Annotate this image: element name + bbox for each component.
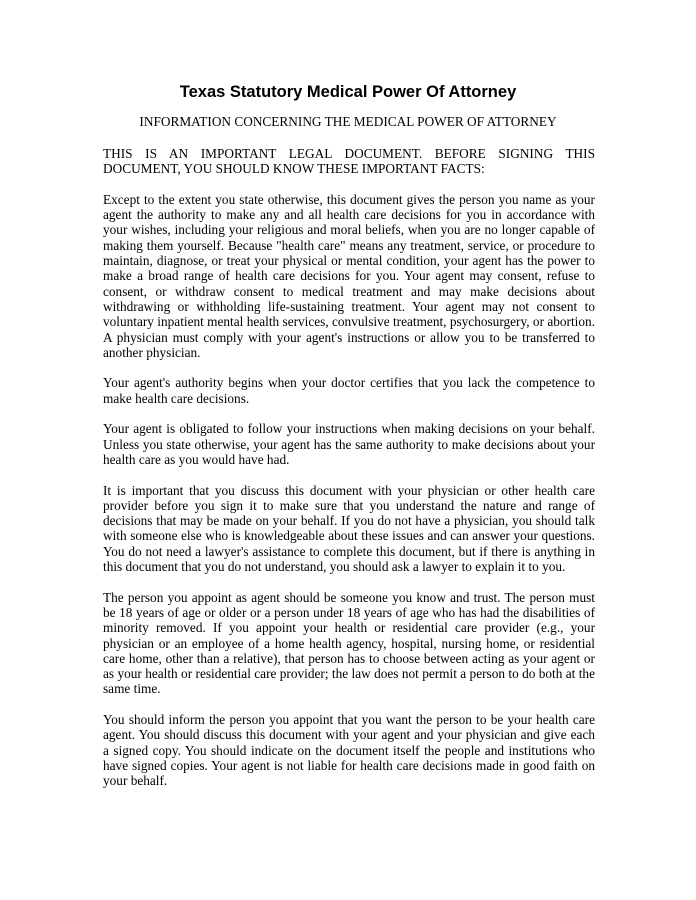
paragraph-discuss-physician: It is important that you discuss this document with your physician or other health care provider before you sign it to make sure that you understand the nature and range of decisions that may be made on your behalf. If you do not have a physician, you should talk with someone else who is knowledgeable about these issues and can answer your questions. You do not need a lawyer's assistance to complete this document, but if there is anything in this document that you do not understand, you should ask a lawyer to explain it to you. [103, 482, 595, 575]
document-title: Texas Statutory Medical Power Of Attorney [179, 83, 517, 101]
paragraph-authority-begins: Your agent's authority begins when your doctor certifies that you lack the competence to make health care decisions. [103, 375, 595, 406]
intro-paragraph: THIS IS AN IMPORTANT LEGAL DOCUMENT. BEFORE SIGNING THIS DOCUMENT, YOU SHOULD KNOW THESE IMPORTANT FACTS: [103, 146, 595, 177]
document-body [103, 146, 595, 804]
document-subtitle: INFORMATION CONCERNING THE MEDICAL POWER OF ATTORNEY [139, 114, 557, 129]
paragraph-inform-agent: You should inform the person you appoint that you want the person to be your health care agent. You should discuss this document with your agent and your physician and give each a signed copy. You should indicate on the document itself the people and institutions who have signed copies. Your agent is not liable for health care decisions made in good faith on your behalf. [103, 711, 595, 789]
paragraph-agent-obligation: Your agent is obligated to follow your instructions when making decisions on your behalf. Unless you state otherwise, your agent has the same authority to make decisions about your health care as you would have had. [103, 421, 595, 467]
paragraph-agent-authority: Except to the extent you state otherwise, this document gives the person you name as your agent the authority to make any and all health care decisions for you in accordance with your wishes, including your religious and moral beliefs, when you are no longer capable of making them yourself. Because "health care" means any treatment, service, or procedure to maintain, diagnose, or treat your physical or mental condition, your agent has the power to make a broad range of health care decisions for you. Your agent may consent, refuse to consent, or withdraw consent to medical treatment and may make decisions about withdrawing or withholding life-sustaining treatment. Your agent may not consent to voluntary inpatient mental health services, convulsive treatment, psychosurgery, or abortion. A physician must comply with your agent's instructions or allow you to be transferred to another physician. [103, 191, 595, 360]
paragraph-choose-agent: The person you appoint as agent should be someone you know and trust. The person must be 18 years of age or older or a person under 18 years of age who has had the disabilities of minority removed. If you appoint your health or residential care provider (e.g., your physician or an employee of a home health agency, hospital, nursing home, or residential care home, other than a relative), that person has to choose between acting as your agent or as your health or residential care provider; the law does not permit a person to do both at the same time. [103, 589, 595, 697]
